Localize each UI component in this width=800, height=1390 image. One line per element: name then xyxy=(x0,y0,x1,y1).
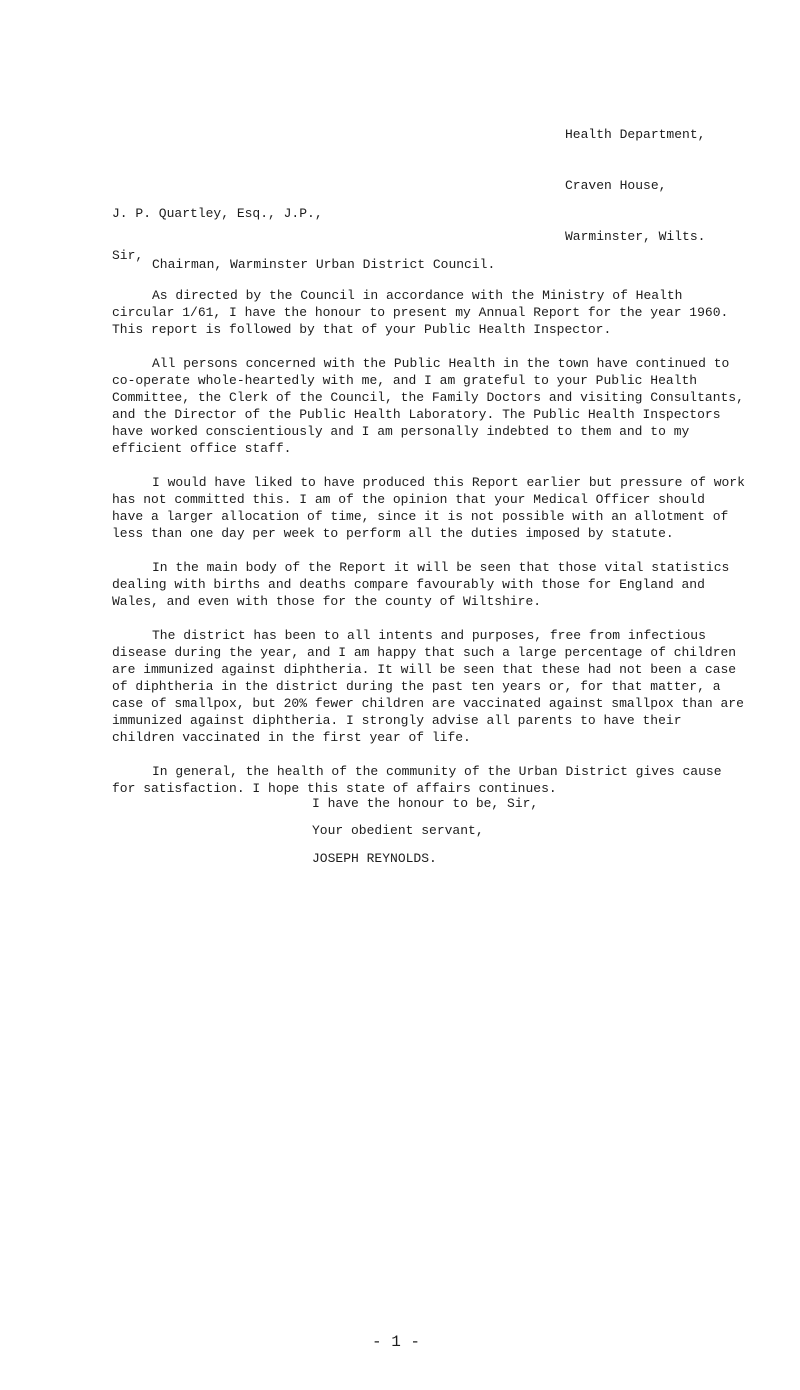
paragraph-line: Committee, the Clerk of the Council, the Family Doctors and visiting Consultants, xyxy=(112,390,744,405)
closing-servant: Your obedient servant, xyxy=(312,823,484,838)
letter-body xyxy=(112,287,745,814)
paragraph-line: The district has been to all intents and purposes, free from infectious xyxy=(152,628,706,643)
paragraph-line: have a larger allocation of time, since it is not possible with an allotment of xyxy=(112,509,729,524)
paragraph-6 xyxy=(112,763,722,797)
paragraph-line: immunized against diphtheria. I strongly advise all parents to have their xyxy=(112,713,682,728)
paragraph-line: have worked conscientiously and I am personally indebted to them and to my xyxy=(112,424,690,439)
paragraph-line: I would have liked to have produced this Report earlier but pressure of work xyxy=(152,475,745,490)
address-line-3: Warminster, Wilts. xyxy=(565,229,706,244)
address-line-2: Craven House, xyxy=(565,178,667,193)
recipient-title: Chairman, Warminster Urban District Council. xyxy=(152,257,496,272)
paragraph-line: co-operate whole-heartedly with me, and I am grateful to your Public Health xyxy=(112,373,698,388)
page-number: - 1 - xyxy=(372,1333,421,1351)
paragraph-1 xyxy=(112,287,729,338)
paragraph-4 xyxy=(112,559,730,610)
paragraph-5 xyxy=(112,627,744,746)
paragraph-line: are immunized against diphtheria. It will be seen that these had not been a case xyxy=(112,662,737,677)
paragraph-line: of diphtheria in the district during the past ten years or, for that matter, a xyxy=(112,679,721,694)
paragraph-line: case of smallpox, but 20% fewer children are vaccinated against smallpox than are xyxy=(112,696,744,711)
paragraph-line: efficient office staff. xyxy=(112,441,292,456)
paragraph-2 xyxy=(112,355,744,457)
address-line-1: Health Department, xyxy=(565,127,706,142)
salutation: Sir, xyxy=(112,248,144,263)
paragraph-line: and the Director of the Public Health Laboratory. The Public Health Inspectors xyxy=(112,407,721,422)
paragraph-line: In general, the health of the community of the Urban District gives cause xyxy=(152,764,722,779)
paragraph-line: dealing with births and deaths compare favourably with those for England and xyxy=(112,577,705,592)
paragraph-line: has not committed this. I am of the opinion that your Medical Officer should xyxy=(112,492,705,507)
paragraph-line: In the main body of the Report it will be seen that those vital statistics xyxy=(152,560,730,575)
paragraph-line: less than one day per week to perform all the duties imposed by statute. xyxy=(112,526,674,541)
paragraph-3 xyxy=(112,474,745,542)
paragraph-line: disease during the year, and I am happy that such a large percentage of children xyxy=(112,645,737,660)
signature: JOSEPH REYNOLDS. xyxy=(312,851,437,866)
paragraph-line: All persons concerned with the Public Health in the town have continued to xyxy=(152,356,730,371)
recipient-name: J. P. Quartley, Esq., J.P., xyxy=(112,206,323,221)
sender-address xyxy=(565,92,705,279)
paragraph-line: As directed by the Council in accordance with the Ministry of Health xyxy=(152,288,683,303)
paragraph-line: Wales, and even with those for the county of Wiltshire. xyxy=(112,594,542,609)
closing-honour: I have the honour to be, Sir, xyxy=(312,796,539,811)
paragraph-line: for satisfaction. I hope this state of affairs continues. xyxy=(112,781,557,796)
paragraph-line: children vaccinated in the first year of life. xyxy=(112,730,471,745)
paragraph-line: This report is followed by that of your Public Health Inspector. xyxy=(112,322,612,337)
paragraph-line: circular 1/61, I have the honour to present my Annual Report for the year 1960. xyxy=(112,305,729,320)
